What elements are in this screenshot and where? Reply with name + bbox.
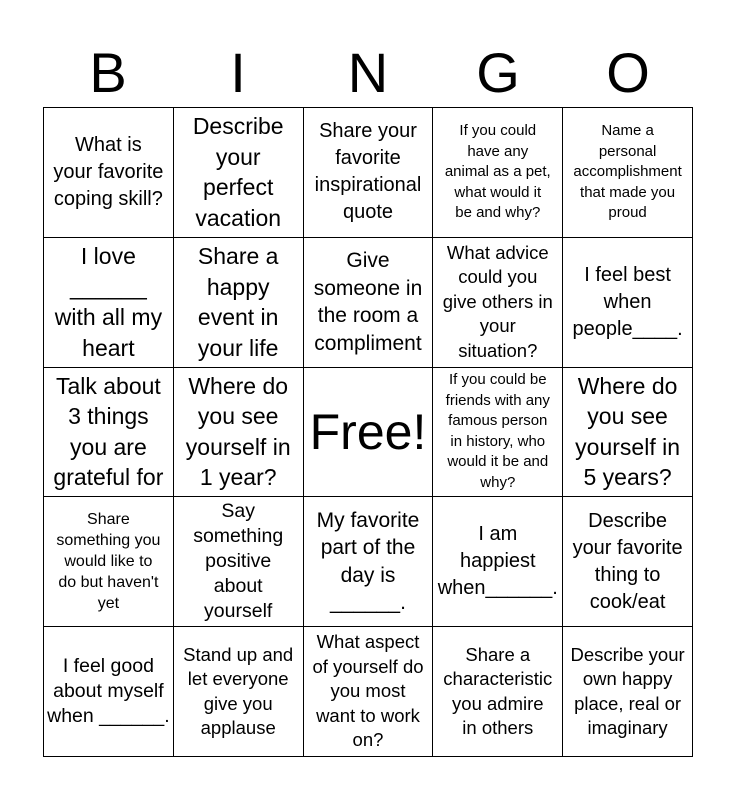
- bingo-cell-r5-c2: [174, 627, 304, 757]
- bingo-cell-free: [304, 368, 434, 498]
- bingo-cell-r2-c1: [44, 238, 174, 368]
- bingo-cell-r4-c5: [563, 497, 693, 627]
- header-letter-i: I: [230, 41, 246, 104]
- cell-text: Describe your favorite thing to cook/eat: [572, 509, 683, 613]
- bingo-board: [43, 107, 693, 757]
- cell-text: I am happiest when______.: [437, 523, 558, 600]
- cell-text: What is your favorite coping skill?: [53, 133, 164, 210]
- free-space-label: Free!: [309, 403, 427, 460]
- bingo-cell-r2-c3: [304, 238, 434, 368]
- bingo-cell-r3-c2: [174, 368, 304, 498]
- header-letter-g: G: [476, 41, 520, 104]
- cell-text: If you could be friends with any famous person in history, who would it be and why?: [445, 371, 550, 491]
- header-letter-b: B: [89, 41, 127, 104]
- cell-text: Share something you would like to do but haven't yet: [56, 511, 161, 613]
- cell-text: I love ______ with all my heart: [54, 243, 163, 361]
- cell-text: My favorite part of the day is ______.: [316, 508, 420, 615]
- bingo-cell-r2-c2: [174, 238, 304, 368]
- bingo-cell-r2-c5: [563, 238, 693, 368]
- cell-text: Where do you see yourself in 5 years?: [575, 372, 680, 491]
- cell-text: If you could have any animal as a pet, what would it be and why?: [444, 122, 551, 222]
- bingo-cell-r5-c1: [44, 627, 174, 757]
- bingo-cell-r5-c5: [563, 627, 693, 757]
- bingo-cell-r3-c4: [433, 368, 563, 498]
- bingo-cell-r1-c4: [433, 108, 563, 238]
- bingo-cell-r4-c2: [174, 497, 304, 627]
- cell-text: I feel good about myself when ______.: [47, 655, 170, 728]
- cell-text: What advice could you give others in your situation?: [442, 241, 553, 361]
- cell-text: I feel best when people____.: [572, 263, 683, 340]
- bingo-cell-r3-c1: [44, 368, 174, 498]
- bingo-cell-r1-c1: [44, 108, 174, 238]
- bingo-cell-r4-c4: [433, 497, 563, 627]
- bingo-cell-r2-c4: [433, 238, 563, 368]
- bingo-cell-r5-c3: [304, 627, 434, 757]
- cell-text: Stand up and let everyone give you applause: [183, 643, 294, 739]
- bingo-cell-r1-c2: [174, 108, 304, 238]
- header-letter-n: N: [347, 41, 389, 104]
- cell-text: Describe your own happy place, real or imaginary: [570, 643, 685, 739]
- cell-text: Share a happy event in your life: [197, 243, 279, 361]
- cell-text: Where do you see yourself in 1 year?: [185, 372, 291, 491]
- cell-text: Share a characteristic you admire in others: [443, 643, 553, 739]
- cell-text: Describe your perfect vacation: [192, 113, 284, 231]
- cell-text: Share your favorite inspirational quote: [314, 120, 422, 224]
- bingo-cell-r4-c3: [304, 497, 434, 627]
- bingo-cell-r1-c3: [304, 108, 434, 238]
- bingo-cell-r3-c5: [563, 368, 693, 498]
- header-letter-o: O: [606, 41, 650, 104]
- cell-text: Say something positive about yourself: [193, 500, 284, 623]
- bingo-header: [43, 40, 693, 106]
- cell-text: Give someone in the room a compliment: [313, 249, 423, 355]
- cell-text: Talk about 3 things you are grateful for: [53, 372, 164, 491]
- cell-text: Name a personal accomplishment that made you proud: [573, 122, 682, 222]
- cell-text: What aspect of yourself do you most want to work on?: [312, 631, 424, 751]
- bingo-cell-r4-c1: [44, 497, 174, 627]
- bingo-cell-r1-c5: [563, 108, 693, 238]
- bingo-cell-r5-c4: [433, 627, 563, 757]
